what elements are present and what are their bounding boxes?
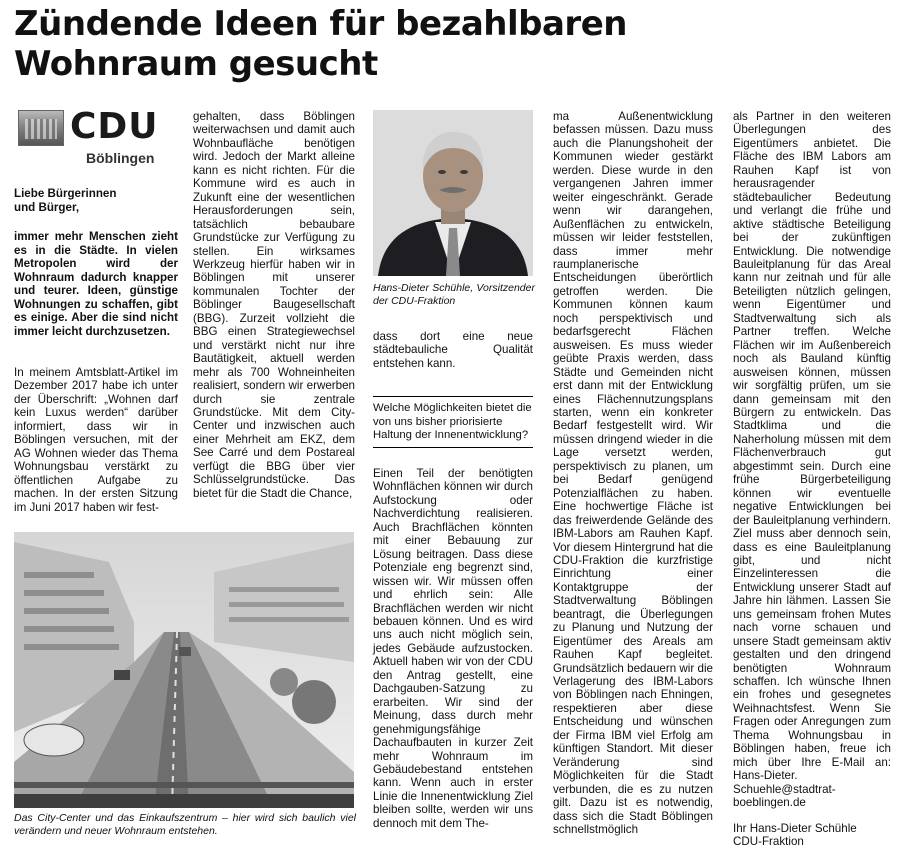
column-1-text bbox=[14, 366, 178, 514]
street-scene bbox=[14, 532, 354, 808]
signature-name: Ihr Hans-Dieter Schühle bbox=[733, 821, 857, 835]
salutation: Liebe Bürgerinnen und Bürger, bbox=[14, 187, 117, 214]
headline: Zündende Ideen für bezahlbaren Wohnraum gesucht bbox=[14, 4, 627, 84]
portrait-photo bbox=[373, 110, 533, 276]
photo-caption: Das City-Center und das Einkaufszentrum – hier wird sich baulich viel verändern und neuer Wohnraum entstehen. bbox=[14, 812, 356, 837]
col3-top-paragraph: dass dort eine neue städtebauliche Qualität entstehen kann. bbox=[373, 330, 533, 370]
column-2-text bbox=[193, 110, 355, 500]
portrait-caption: Hans-Dieter Schühle, Vorsitzender der CDU-Fraktion bbox=[373, 282, 535, 307]
logo-city: Böblingen bbox=[86, 150, 155, 166]
logo-wordmark: CDU bbox=[70, 106, 159, 147]
intro bbox=[14, 187, 178, 338]
portrait-figure bbox=[373, 110, 533, 276]
column-3-text bbox=[373, 467, 533, 830]
col1-paragraph: In meinem Amtsblatt-Artikel im Dezember 2017 habe ich unter der Überschrift: „Wohnen darf kein Luxus werden“ darüber informiert, dass wir in Böblingen versuchen, mit der AG Wohnen wieder das Thema Wohnungsbau verstärkt zu öffentlichen Aufgabe zu machen. In der ersten Sitzung im Juni 2017 haben wir fest- bbox=[14, 366, 178, 514]
column-3-top-text bbox=[373, 330, 533, 370]
lead-paragraph: immer mehr Menschen zieht es in die Städte. In vielen Metropolen wird der Wohnraum dadurch knapper und teurer. Ideen, günstige Wohnungen zu schaffen, gibt es einige. Aber die sind nicht immer leicht durchzusetzen. bbox=[14, 230, 178, 338]
callout-question: Welche Möglichkeiten bietet die von uns bisher priorisierte Haltung der Innenentwicklung? bbox=[373, 396, 533, 448]
col5-paragraph: als Partner in den weiteren Überlegungen des Eigentümers anbietet. Die Fläche des IBM Labors am Rauhen Kapf ist von herausragender städtebaulicher Bedeutung und verlangt die frühe und aktive städtische Beteiligung bei der zukünftigen Entwicklung. Die notwendige Bauleitplanung für das Areal kann nur zeitnah und für alle Beteiligten nützlich gelingen, wenn Eigentümer und Stadtverwaltung sich als Partner treffen. Welche Flächen wir im Außenbereich noch als Bauland künftig ausweisen können, müssen wir sorgfältig prüfen, um sie dann gemeinsam mit den Bürgern zu entwickeln. Das Stadtklima und die Naherholung müssen mit dem Flächenverbrauch gut abgestimmt sein. Durch eine frühe Bürgerbeteiligung können wir eventuelle negative Entwicklungen bei der Bauleitplanung verhindern. Ziel muss aber dennoch sein, dass es eine Bauleitplanung gibt, und nicht Einzelinteressen die Entwicklung unserer Stadt auf Jahre hin lähmen. Lassen Sie uns gemeinsam frohen Mutes nach vorne schauen und unsere Stadt gemeinsam aktiv gestalten und den dringend benötigten Wohnraum schaffen. Ich wünsche Ihnen ein frohes und gesegnetes Weihnachtsfest. Wenn Sie Fragen oder Anregungen zum Thema Wohnungsbau in Böblingen haben, freue ich mich über Ihre E-Mail an: Hans-Dieter. Schuehle@stadtrat-boeblingen.de bbox=[733, 110, 891, 810]
logo-photo bbox=[18, 110, 64, 146]
column-4-text bbox=[553, 110, 713, 836]
col2-paragraph: gehalten, dass Böblingen weiterwachsen und damit auch Wohnbaufläche benötigen wird. Jedoch der Markt alleine kann es nicht richten. Für die Kommune wird es auch in Zukunft eine der wesentlichen Herausforderungen sein, tatsächlich bebaubare Grundstücke zur Verfügung zu stellen. Ein wirksames Werkzeug hierfür haben wir in Böblingen mit unserer kommunalen Tochter der Böblinger Baugesellschaft (BBG). Zurzeit vollzieht die BBG einen Strategiewechsel und verstärkt nicht nur ihre Bautätigkeit, aktuell werden mehr als 700 Wohneinheiten realisiert, sondern wir erwerben durch sie zentrale Grundstücke. Mit dem City-Center und inzwischen auch einer Mehrheit am EKZ, dem See Carré und dem Postareal verfügt die BBG über vier Schlüsselgrundstücke. Das bietet für die Stadt die Chance, bbox=[193, 110, 355, 500]
signature-group: CDU-Fraktion bbox=[733, 835, 804, 849]
col3-paragraph: Einen Teil der benötigten Wohnflächen können wir durch Aufstockung oder Nachverdichtung realisieren. Auch Brachflächen könnten mit einer Bebauung zur Lösung beitragen. Dass diese Potenziale eng begrenzt sind, wissen wir. Wir müssen offen und ehrlich sein: Alle Brachflächen werden wir nicht bebauen können. Und es wird uns auch nicht möglich sein, jedes Gebäude aufzustocken. Aktuell haben wir von der CDU den Antrag gestellt, eine Dachgauben-Satzung zu erarbeiten. Wir sind der Meinung, dass durch mehr genehmigungsfähige Dachaufbauten in kurzer Zeit mehr Wohnraum im Gebäudebestand entstehen kann. Wenn auch in erster Linie die Innenentwicklung Ziel bleiben sollte, werden wir uns dennoch mit dem The- bbox=[373, 467, 533, 830]
cdu-logo bbox=[14, 106, 174, 172]
col4-paragraph: ma Außenentwicklung befassen müssen. Dazu muss auch die Planungshoheit der Kommunen wieder gestärkt werden. Diese wurde in den vergangenen Jahren immer weiter eingeschränkt. Gerade wenn wir darangehen, Außenflächen zu entwickeln, müssen wir leider feststellen, dass immer mehr raumplanerische Entscheidungen überörtlich getroffen werden. Die Kommunen können kaum noch perspektivisch und bedarfsgerecht Flächen ausweisen. Es muss wieder geübte Praxis werden, dass Städte und Gemeinden nicht erst dann mit der Entwicklung eines Flächennutzungsplans starten, wenn ein konkreter Bedarf festgestellt wird. Wir müssen dringend wieder in die Lage versetzt werden, perspektivisch zu planen, um bei Bedarf genügend Potenzialflächen zu haben. Eine hochwertige Fläche ist das freiwerdende Gelände des IBM-Labors am Rauhen Kapf. Vor diesem Hintergrund hat die CDU-Fraktion die kurzfristige Einrichtung einer Kontaktgruppe der Stadtverwaltung Böblingen beantragt, die Überlegungen zu Planung und Nutzung der Eigentümer des Areals am Rauhen Kapf begleitet. Grundsätzlich bedauern wir die Verlagerung des IBM-Labors von Böblingen nach Ehningen, respektieren aber diese Entscheidung und wünschen der Firma IBM viel Erfolg am künftigen Standort. Mit dieser Veränderung sind Möglichkeiten für die Stadt verbunden, die es zu nutzen gilt. Dazu ist es notwendig, dass sich die Stadt Böblingen schnellstmöglich bbox=[553, 110, 713, 837]
column-5-text bbox=[733, 110, 891, 848]
city-center-photo bbox=[14, 532, 354, 808]
